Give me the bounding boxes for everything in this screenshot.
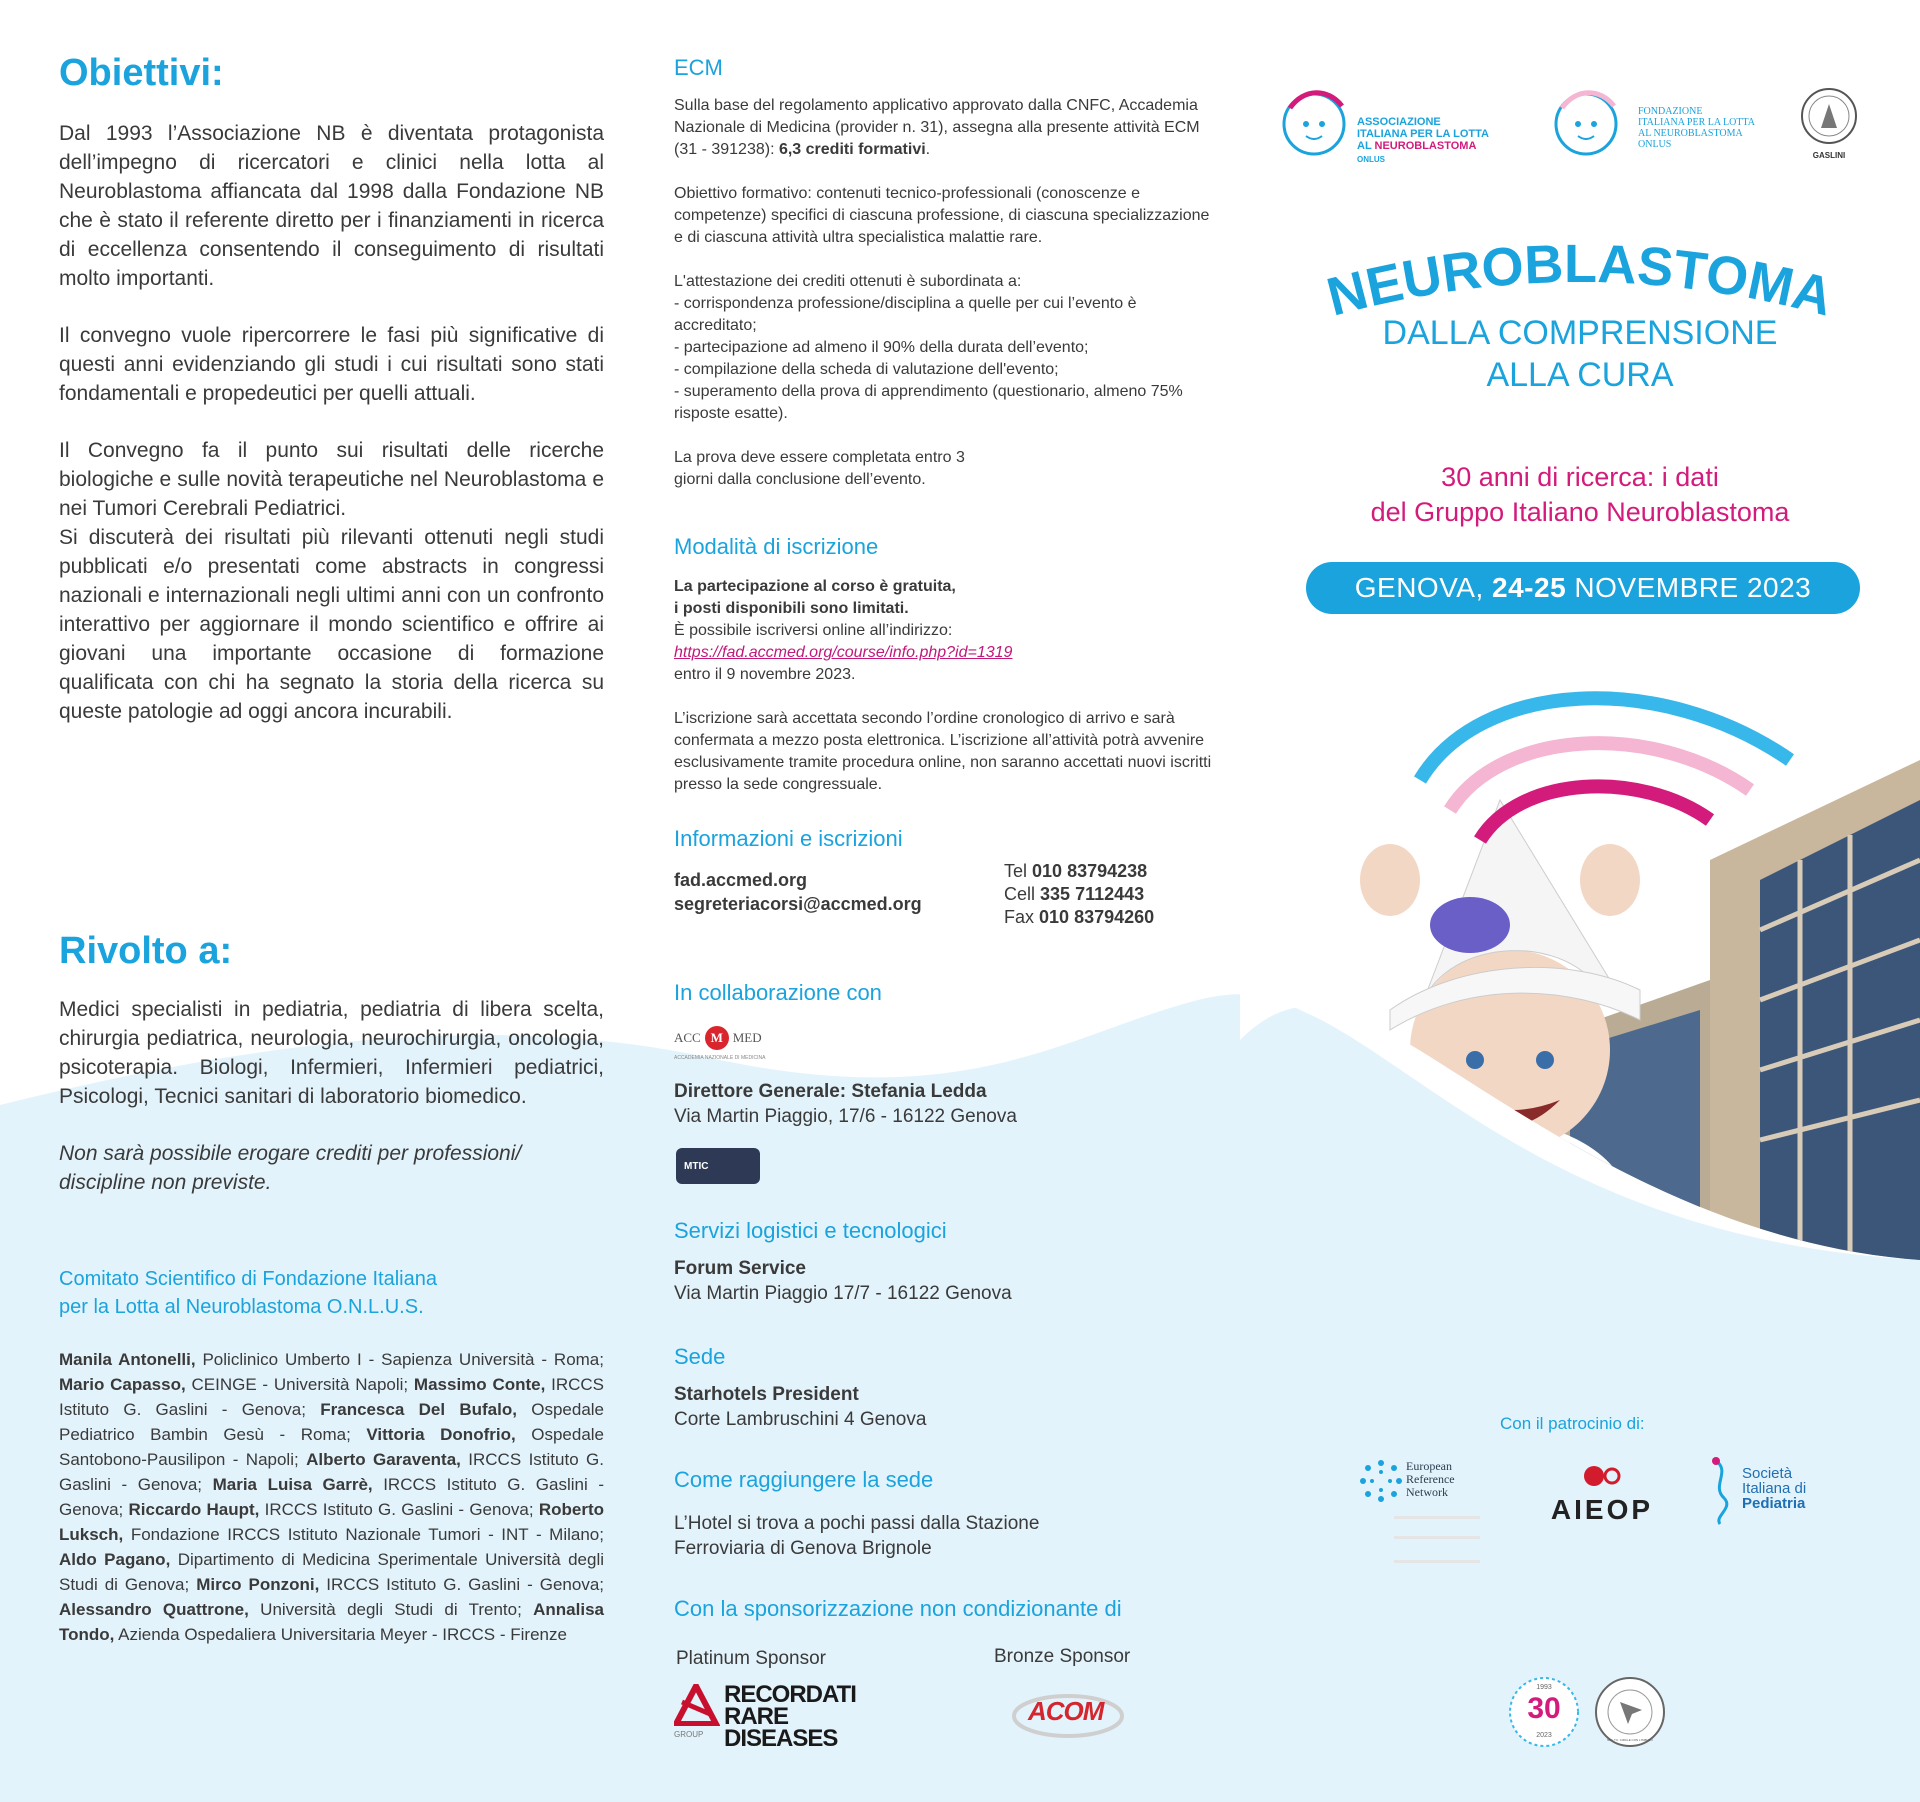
committee-member-affiliation: Policlinico Umberto I - Sapienza Università - Roma; bbox=[195, 1350, 604, 1369]
hero-subtitle-line2: ALLA CURA bbox=[1486, 356, 1674, 394]
bronze-label: Bronze Sponsor bbox=[994, 1646, 1131, 1667]
committee-member-affiliation: IRCCS Istituto G. Gaslini - Genova; bbox=[259, 1500, 539, 1519]
collab-address: Via Martin Piaggio, 17/6 - 16122 Genova bbox=[674, 1106, 1017, 1127]
logistics-name: Forum Service bbox=[674, 1258, 806, 1279]
objectives-paragraph-4: Si discuterà dei risultati più rilevanti ottenuti negli studi pubblicati e/o presentati come abstracts in congressi nazionali e internazionali negli ultimi anni con un confronto interattivo per aggiornare il mondo scientifico e offrire ai giovani una importante occasione di formazione qualificata con chi ha segnato la storia della ricerca su queste patologie ad oggi ancora incurabili. bbox=[59, 526, 604, 723]
assoc-face-icon bbox=[1276, 84, 1352, 158]
committee-member-name: Alberto Garaventa, bbox=[306, 1450, 461, 1469]
committee-member-affiliation: Dipartimento di Medicina Sperimentale Università degli Studi di Genova; bbox=[59, 1550, 604, 1594]
info-website[interactable]: fad.accmed.org bbox=[674, 870, 808, 890]
accmed-logo-sub: ACCADEMIA NAZIONALE DI MEDICINA bbox=[674, 1055, 766, 1061]
committee-member-name: Riccardo Haupt, bbox=[128, 1500, 260, 1519]
date-banner: GENOVA, 24-25 NOVEMBRE 2023 bbox=[1306, 562, 1860, 614]
registration-title: Modalità di iscrizione bbox=[674, 534, 879, 559]
directions-line2: Ferroviaria di Genova Brignole bbox=[674, 1538, 932, 1559]
committee-member-affiliation: Azienda Ospedaliera Universitaria Meyer - IRCCS - Firenze bbox=[114, 1625, 567, 1644]
assoc-logo: ASSOCIAZIONE ITALIANA PER LA LOTTA AL NEUROBLASTOMA ONLUS bbox=[1276, 84, 1506, 158]
ecm-condition: - compilazione della scheda di valutazione dell'evento; bbox=[674, 361, 1059, 378]
hero-tagline-line2: del Gruppo Italiano Neuroblastoma bbox=[1370, 497, 1790, 527]
info-title: Informazioni e iscrizioni bbox=[674, 826, 903, 851]
fondazione-logo: FONDAZIONE ITALIANA PER LA LOTTA AL NEUROBLASTOMA ONLUS bbox=[1548, 84, 1778, 158]
ern-logo: European Reference Network bbox=[1358, 1456, 1488, 1584]
registration-free: La partecipazione al corso è gratuita, bbox=[674, 578, 956, 595]
hero-photo bbox=[1240, 680, 1920, 1260]
acom-logo: ACOM bbox=[1010, 1688, 1126, 1744]
committee-title-line2: per la Lotta al Neuroblastoma O.N.L.U.S. bbox=[59, 1296, 424, 1318]
fondazione-face-icon bbox=[1548, 84, 1624, 158]
collab-title: In collaborazione con bbox=[674, 980, 882, 1005]
gaslini-logo: GASLINI bbox=[1794, 86, 1864, 160]
committee-member-name: Manila Antonelli, bbox=[59, 1350, 196, 1369]
ecm-conditions-intro: L'attestazione dei crediti ottenuti è subordinata a: bbox=[674, 273, 1022, 290]
info-cell: Cell 335 7112443 bbox=[1004, 884, 1145, 904]
directions-section bbox=[674, 1467, 1219, 1561]
ecm-condition: - corrispondenza professione/disciplina a quelle per cui l’evento è accreditato; bbox=[674, 295, 1137, 334]
committee-member-affiliation: Università degli Studi di Trento; bbox=[248, 1600, 534, 1619]
platinum-label: Platinum Sponsor bbox=[676, 1648, 826, 1669]
info-section bbox=[674, 826, 1219, 927]
objectives-title: Obiettivi: bbox=[59, 52, 224, 94]
committee-member-affiliation: CEINGE - Università Napoli; bbox=[185, 1375, 414, 1394]
committee-member-name: Massimo Conte, bbox=[413, 1375, 546, 1394]
recordati-logo: RECORDATI RARE DISEASES GROUP bbox=[674, 1681, 856, 1752]
committee-members bbox=[59, 1347, 604, 1647]
committee-member-name: Maria Luisa Garrè, bbox=[212, 1475, 373, 1494]
committee-section bbox=[59, 1265, 604, 1647]
committee-member-affiliation: IRCCS Istituto G. Gaslini - Genova; bbox=[59, 1450, 604, 1494]
venue-address: Corte Lambruschini 4 Genova bbox=[674, 1409, 927, 1430]
sip-figure-icon bbox=[1706, 1456, 1736, 1526]
hero-tagline-line1: 30 anni di ricerca: i dati bbox=[1441, 462, 1719, 492]
registration-link[interactable]: https://fad.accmed.org/course/info.php?id=1319 bbox=[674, 644, 1013, 661]
objectives-paragraph-1: Dal 1993 l’Associazione NB è diventata protagonista dell’impegno di ricercatori e clinici nella lotta al Neuroblastoma affiancata dal 1998 dalla Fondazione NB che è stato il referente diretto per i finanziamenti in ricerca di eccellenza consentendo il conseguimento di risultati molto importanti. bbox=[59, 122, 604, 290]
committee-member-name: Roberto Luksch, bbox=[59, 1500, 604, 1544]
sip-logo: Società Italiana di Pediatria bbox=[1706, 1456, 1836, 1526]
ecm-paragraph-4: La prova deve essere completata entro 3 giorni dalla conclusione dell’evento. bbox=[674, 449, 965, 488]
committee-member-name: Alessandro Quattrone, bbox=[59, 1600, 249, 1619]
committee-member-name: Mirco Ponzoni, bbox=[196, 1575, 320, 1594]
venue-section bbox=[674, 1344, 1219, 1432]
gaslini-seal-icon bbox=[1794, 86, 1864, 146]
audience-text: Medici specialisti in pediatria, pediatria di libera scelta, chirurgia pediatrica, neurologia, neurochirurgia, oncologia, psicoterapia. Biologi, Infermieri, Infermieri pediatrici, Psicologi, Tecnici sanitari di laboratorio biomedico. bbox=[59, 998, 604, 1108]
mtic-badge: MTIC bbox=[676, 1148, 760, 1184]
registration-deadline: entro il 9 novembre 2023. bbox=[674, 666, 856, 683]
ecm-paragraph-1: Sulla base del regolamento applicativo approvato dalla CNFC, Accademia Nazionale di Medicina (provider n. 31), assegna alla presente attività ECM (31 - 391238): 6,3 crediti formativi. bbox=[674, 97, 1200, 158]
anniversary-badge: 1993 30 2023 bbox=[1508, 1676, 1580, 1748]
accmed-m-icon: M bbox=[705, 1026, 729, 1050]
committee-member-name: Annalisa Tondo, bbox=[59, 1600, 604, 1644]
recordati-mark-icon bbox=[674, 1684, 720, 1726]
ecm-condition: - superamento della prova di apprendimento (questionario, almeno 75% risposte esatte). bbox=[674, 383, 1183, 422]
ecm-condition: - partecipazione ad almeno il 90% della durata dell’evento; bbox=[674, 339, 1089, 356]
hero-subtitle-line1: DALLA COMPRENSIONE bbox=[1382, 314, 1778, 352]
registration-limited: i posti disponibili sono limitati. bbox=[674, 600, 909, 617]
objectives-paragraph-2: Il convegno vuole ripercorrere le fasi più significative di questi anni evidenziando gli studi i cui risultati sono stati fondamentali e propedeutici per quelli attuali. bbox=[59, 324, 604, 405]
info-fax: Fax 010 83794260 bbox=[1004, 907, 1155, 927]
ecm-title: ECM bbox=[674, 55, 723, 80]
committee-member-name: Vittoria Donofrio, bbox=[366, 1425, 516, 1444]
directions-title: Come raggiungere la sede bbox=[674, 1467, 934, 1492]
committee-member-affiliation: IRCCS Istituto G. Gaslini - Genova; bbox=[319, 1575, 604, 1594]
ecm-paragraph-2: Obiettivo formativo: contenuti tecnico-professionali (conoscenze e competenze) specifici di ciascuna professione, di ciascuna specializzazione e di ciascuna attività ultra specialistica malattie rare. bbox=[674, 185, 1210, 246]
audience-title: Rivolto a: bbox=[59, 930, 233, 972]
ecm-section bbox=[674, 55, 1219, 491]
audience-section bbox=[59, 930, 604, 1225]
directions-line1: L’Hotel si trova a pochi passi dalla Stazione bbox=[674, 1513, 1040, 1534]
info-tel: Tel 010 83794238 bbox=[1004, 861, 1148, 881]
logistics-section bbox=[674, 1218, 1219, 1306]
committee-member-name: Mario Capasso, bbox=[59, 1375, 186, 1394]
aieop-logo: AIEOP bbox=[1542, 1464, 1662, 1534]
logistics-title: Servizi logistici e tecnologici bbox=[674, 1218, 947, 1243]
audience-note: Non sarà possibile erogare crediti per professioni/ discipline non previste. bbox=[59, 1142, 522, 1194]
collab-director: Direttore Generale: Stefania Ledda bbox=[674, 1081, 987, 1102]
committee-member-affiliation: IRCCS Istituto G. Gaslini - Genova; bbox=[59, 1475, 604, 1519]
committee-member-name: Francesca Del Bufalo, bbox=[320, 1400, 517, 1419]
sponsorship-title: Con la sponsorizzazione non condizionante di bbox=[674, 1596, 1122, 1621]
objectives-paragraph-3: Il Convegno fa il punto sui risultati delle ricerche biologiche e sulle novità terapeutiche nel Neuroblastoma e nei Tumori Cerebrali Pediatrici. bbox=[59, 439, 604, 520]
registration-paragraph-2: L’iscrizione sarà accettata secondo l’ordine cronologico di arrivo e sarà confermata a mezzo posta elettronica. L’iscrizione all’attività potrà avvenire esclusivamente tramite procedura online, non saranno accettati nuovi iscritti presso la sede congressuale. bbox=[674, 710, 1212, 793]
committee-member-affiliation: IRCCS Istituto G. Gaslini - Genova; bbox=[59, 1375, 604, 1419]
ern-dots-icon bbox=[1358, 1458, 1404, 1504]
registration-online: È possibile iscriversi online all’indirizzo: bbox=[674, 622, 953, 639]
info-email[interactable]: segreteriacorsi@accmed.org bbox=[674, 894, 922, 914]
venue-title: Sede bbox=[674, 1344, 726, 1369]
collab-section bbox=[674, 980, 1219, 1172]
aieop-figure-icon bbox=[1572, 1464, 1632, 1494]
committee-member-name: Aldo Pagano, bbox=[59, 1550, 171, 1569]
hero-title-text: NEUROBLASTOMA bbox=[1321, 233, 1839, 328]
accmed-logo: ACC M MED bbox=[674, 1026, 762, 1050]
patronage-title: Con il patrocinio di: bbox=[1500, 1414, 1645, 1433]
committee-member-affiliation: Ospedale Pediatrico Bambin Gesù - Roma; bbox=[59, 1400, 605, 1444]
venue-name: Starhotels President bbox=[674, 1384, 859, 1405]
sponsorship-section bbox=[674, 1596, 1219, 1756]
committee-member-affiliation: Fondazione IRCCS Istituto Nazionale Tumori - INT - Milano; bbox=[123, 1525, 604, 1544]
registration-section bbox=[674, 534, 1219, 796]
committee-title-line1: Comitato Scientifico di Fondazione Italiana bbox=[59, 1268, 437, 1290]
objectives-section bbox=[59, 52, 604, 754]
logistics-address: Via Martin Piaggio 17/7 - 16122 Genova bbox=[674, 1283, 1012, 1304]
motto-badge: NOI, TU, CIRCLE CON L'IMBUTO bbox=[1594, 1676, 1666, 1748]
committee-member-affiliation: Ospedale Santobono-Pausilipon - Napoli; bbox=[59, 1425, 605, 1469]
